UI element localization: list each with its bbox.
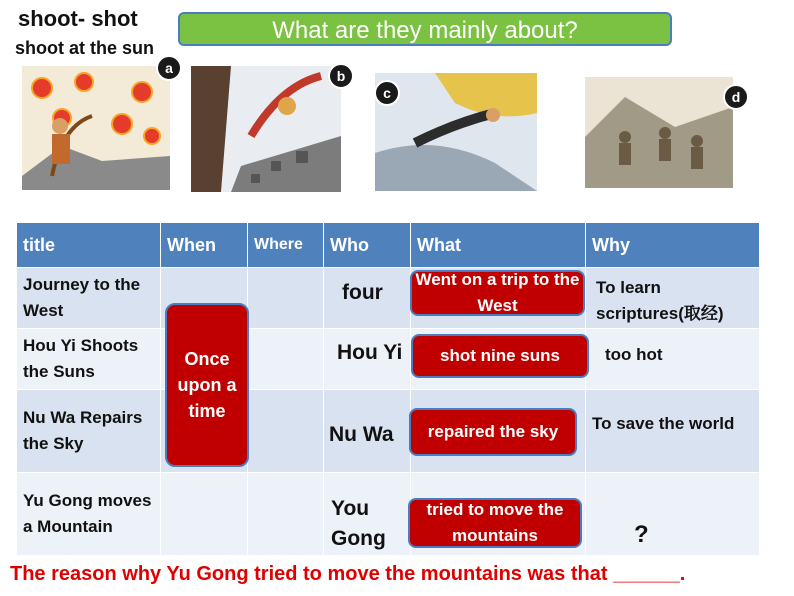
picture-badge: c — [374, 80, 400, 106]
what-answer-pill: shot nine suns — [411, 334, 589, 378]
what-answer-pill: repaired the sky — [409, 408, 577, 456]
row-title: Nu Wa Repairs the Sky — [17, 390, 161, 473]
picture-badge: d — [723, 84, 749, 110]
header-when: When — [161, 223, 248, 268]
who-value: You Gong — [331, 497, 386, 550]
why-value: To learn scriptures(取经) — [596, 278, 724, 323]
who-value: Nu Wa — [329, 423, 394, 446]
row-title: Yu Gong moves a Mountain — [17, 473, 161, 556]
question-banner: What are they mainly about? — [178, 12, 672, 46]
why-value: too hot — [605, 345, 663, 364]
what-answer-pill: Went on a trip to the West — [410, 270, 585, 316]
picture-badge: a — [156, 55, 182, 81]
picture-a — [22, 66, 170, 190]
table-header-row — [17, 223, 760, 268]
cell-where — [248, 329, 324, 390]
vocab-heading: shoot- shot — [18, 6, 138, 31]
cell-where — [248, 473, 324, 556]
why-value: To save the world — [592, 414, 735, 433]
who-value: Hou Yi — [337, 341, 403, 364]
why-value: ? — [634, 521, 649, 548]
header-where: Where — [248, 223, 324, 268]
row-title: Journey to the West — [17, 268, 161, 329]
fill-in-prompt: The reason why Yu Gong tried to move the mountains was that ______. — [10, 563, 686, 585]
what-answer-pill: tried to move the mountains — [408, 498, 582, 548]
row-title: Hou Yi Shoots the Suns — [17, 329, 161, 390]
picture-d — [585, 77, 733, 188]
header-who: Who — [324, 223, 411, 268]
header-why: Why — [586, 223, 760, 268]
cell-when — [161, 473, 248, 556]
cell-why — [586, 473, 760, 556]
old-man-moving-mountain-illustration — [585, 77, 733, 188]
cell-where — [248, 390, 324, 473]
cell-where — [248, 268, 324, 329]
when-answer-pill: Once upon a time — [165, 303, 249, 467]
picture-badge: b — [328, 63, 354, 89]
picture-b — [191, 66, 341, 192]
vocab-phrase: shoot at the sun — [15, 38, 154, 58]
monkey-king-battle-illustration — [191, 66, 341, 192]
who-value: four — [342, 281, 383, 304]
header-what: What — [411, 223, 586, 268]
archer-shooting-suns-illustration — [22, 66, 170, 190]
header-title: title — [17, 223, 161, 268]
